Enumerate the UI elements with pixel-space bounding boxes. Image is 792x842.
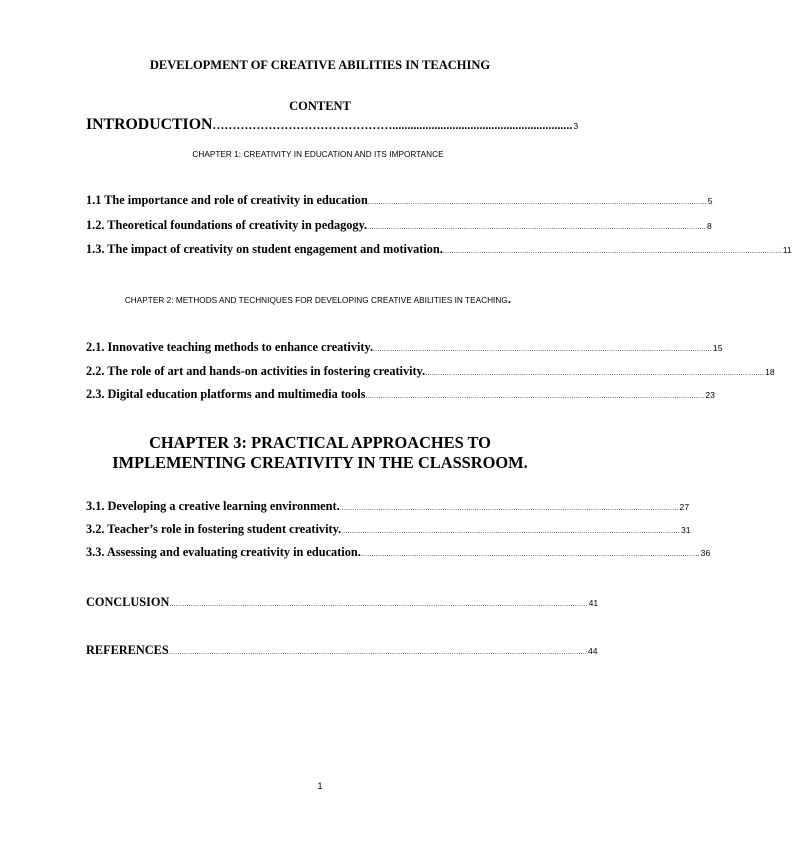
- toc-entry-page: 31: [681, 525, 691, 535]
- chapter-1-heading: CHAPTER 1: CREATIVITY IN EDUCATION AND ITS IMPORTANCE: [192, 150, 444, 159]
- toc-entry-label: REFERENCES: [86, 643, 169, 657]
- toc-entry-introduction[interactable]: [86, 116, 579, 134]
- dot-leader: ..............................................................................................................................................................: [442, 248, 782, 255]
- toc-entry-references[interactable]: [86, 643, 598, 658]
- toc-entry-page: 36: [700, 548, 711, 558]
- toc-entry-label: 1.2. Theoretical foundations of creativity in pedagogy.: [86, 218, 368, 232]
- toc-entry-3-3[interactable]: [86, 545, 711, 560]
- chapter-3-heading-line: CHAPTER 3: PRACTICAL APPROACHES TO: [149, 433, 491, 452]
- toc-entry-2-3[interactable]: [86, 387, 715, 402]
- chapter-2-heading-period: .: [507, 292, 512, 306]
- page-number: 1: [317, 781, 323, 791]
- dot-leader: ...................................................................................................................................................................................................: [169, 601, 588, 608]
- dot-leader: ...................................................................................................................................................................................................: [168, 649, 587, 656]
- dot-leader: ..............................................................................................................................................................: [367, 224, 707, 231]
- dot-leader: ..............................................................................................................................................................: [425, 370, 765, 377]
- toc-entry-page: 18: [765, 367, 775, 377]
- chapter-2-heading: [60, 292, 576, 306]
- toc-entry-page: 8: [707, 221, 712, 231]
- toc-entry-label: 3.3. Assessing and evaluating creativity in education.: [86, 545, 361, 559]
- toc-entry-page: 15: [712, 343, 723, 353]
- toc-entry-label: 3.2. Teacher’s role in fostering student creativity.: [86, 522, 342, 536]
- toc-entry-conclusion[interactable]: [86, 595, 599, 610]
- toc-entry-page: 11: [782, 245, 792, 255]
- toc-entry-1-1[interactable]: [86, 193, 713, 208]
- chapter-2-heading-text: CHAPTER 2: METHODS AND TECHNIQUES FOR DEVELOPING CREATIVE ABILITIES IN TEACHING: [124, 296, 508, 305]
- toc-entry-page: 27: [679, 502, 690, 512]
- toc-entry-page: 23: [705, 390, 715, 400]
- chapter-3-heading-line: IMPLEMENTING CREATIVITY IN THE CLASSROOM.: [112, 453, 528, 472]
- toc-entry-1-2[interactable]: [86, 218, 712, 233]
- toc-entry-label: 2.2. The role of art and hands-on activities in fostering creativity.: [86, 364, 426, 378]
- toc-entry-3-1[interactable]: [86, 499, 690, 514]
- document-title: DEVELOPMENT OF CREATIVE ABILITIES IN TEACHING: [149, 58, 491, 72]
- content-heading: CONTENT: [289, 99, 351, 113]
- toc-entry-page: 41: [588, 598, 599, 608]
- dot-leader: ..............................................................................................................................................................: [365, 393, 705, 400]
- toc-entry-label: 1.3. The impact of creativity on student engagement and motivation.: [86, 242, 443, 256]
- toc-entry-label: CONCLUSION: [86, 595, 170, 609]
- toc-entry-1-3[interactable]: [86, 242, 792, 257]
- chapter-3-heading: [70, 433, 570, 473]
- toc-entry-3-2[interactable]: [86, 522, 691, 537]
- toc-entry-label: 3.1. Developing a creative learning environment.: [86, 499, 340, 513]
- dot-leader: ..............................................................................................................................................................: [360, 551, 700, 558]
- toc-entry-page: 5: [707, 196, 713, 206]
- dot-leader: ..............................................................................................................................................................: [341, 528, 681, 535]
- toc-entry-label: 2.3. Digital education platforms and multimedia tools: [86, 387, 366, 401]
- toc-entry-page: 3: [573, 121, 579, 131]
- toc-entry-label: 2.1. Innovative teaching methods to enhance creativity.: [86, 340, 374, 354]
- toc-entry-label: INTRODUCTION: [86, 116, 213, 133]
- dot-leader: ..............................................................................................................................................................: [373, 346, 712, 353]
- toc-entry-page: 44: [587, 646, 598, 656]
- toc-entry-2-1[interactable]: [86, 340, 723, 355]
- dot-leader: ..............................................................................................................................................................: [367, 199, 707, 206]
- dot-leader: ..............................................................................................................................................................: [339, 505, 679, 512]
- toc-entry-2-2[interactable]: [86, 364, 775, 379]
- toc-entry-label: 1.1 The importance and role of creativity in education: [86, 193, 368, 207]
- dot-leader: ………………………………………............................................................: [212, 118, 573, 132]
